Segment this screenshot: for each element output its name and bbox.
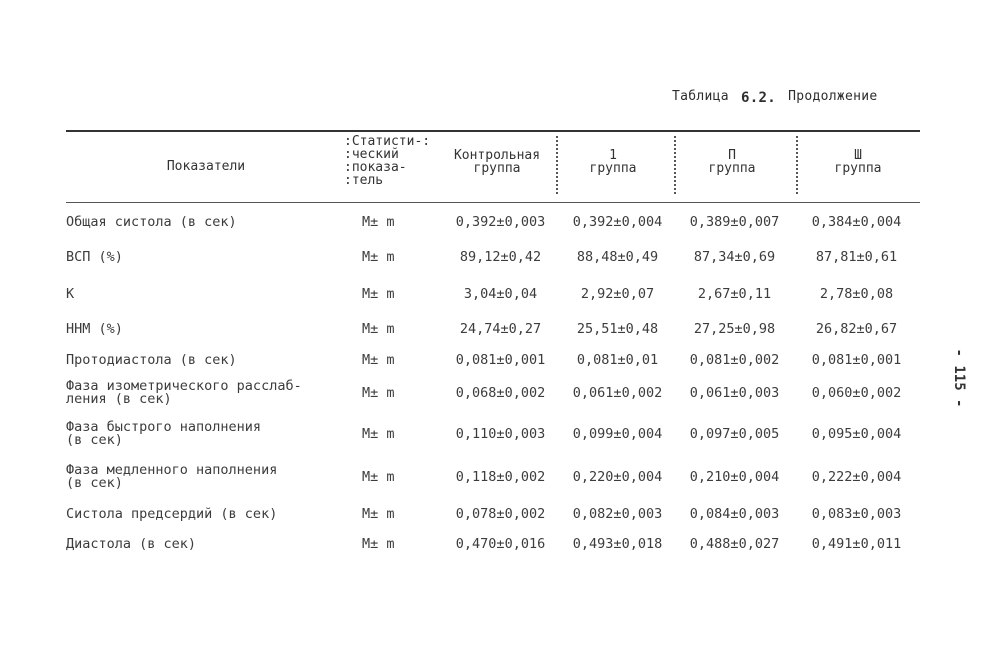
table-row bbox=[66, 530, 920, 558]
row-statistic: M± m bbox=[362, 352, 395, 368]
row-group2-value: 27,25±0,98 bbox=[693, 321, 776, 337]
page-number: - 115 - bbox=[951, 348, 967, 408]
row-statistic: M± m bbox=[362, 321, 395, 337]
row-group3-value: 0,384±0,004 bbox=[811, 214, 902, 230]
row-statistic: M± m bbox=[362, 385, 395, 401]
row-control-value: 0,110±0,003 bbox=[455, 426, 546, 442]
table-top-rule bbox=[66, 130, 920, 132]
row-group1-value: 0,061±0,002 bbox=[572, 385, 663, 401]
row-group3-value: 0,222±0,004 bbox=[811, 469, 902, 485]
row-statistic: M± m bbox=[362, 286, 395, 302]
row-indicator: Протодиастола (в сек) bbox=[66, 351, 237, 368]
row-control-value: 0,078±0,002 bbox=[455, 506, 546, 522]
row-group1-value: 0,392±0,004 bbox=[572, 214, 663, 230]
data-table bbox=[66, 206, 920, 558]
table-row bbox=[66, 412, 920, 456]
row-group1-value: 0,099±0,004 bbox=[572, 426, 663, 442]
row-control-value: 89,12±0,42 bbox=[459, 249, 542, 265]
row-control-value: 0,068±0,002 bbox=[455, 385, 546, 401]
header-control-group: Контрольная группа bbox=[453, 148, 541, 176]
row-statistic: M± m bbox=[362, 214, 395, 230]
header-indicator: Показатели bbox=[166, 159, 246, 174]
row-group3-value: 2,78±0,08 bbox=[819, 286, 894, 302]
row-indicator: Фаза изометрического расслаб- ления (в сек) bbox=[66, 378, 302, 407]
row-group3-value: 0,095±0,004 bbox=[811, 426, 902, 442]
row-group3-value: 0,491±0,011 bbox=[811, 536, 902, 552]
row-indicator: Диастола (в сек) bbox=[66, 535, 197, 552]
row-indicator: Общая систола (в сек) bbox=[66, 213, 237, 230]
table-row bbox=[66, 346, 920, 374]
row-indicator: ВСП (%) bbox=[66, 248, 123, 265]
row-group1-value: 0,082±0,003 bbox=[572, 506, 663, 522]
table-row bbox=[66, 498, 920, 530]
row-group1-value: 0,220±0,004 bbox=[572, 469, 663, 485]
row-control-value: 0,118±0,002 bbox=[455, 469, 546, 485]
header-group-3: Ш группа bbox=[834, 148, 882, 176]
row-indicator: Систола предсердий (в сек) bbox=[66, 505, 278, 522]
row-group3-value: 0,083±0,003 bbox=[811, 506, 902, 522]
row-group1-value: 88,48±0,49 bbox=[576, 249, 659, 265]
caption-prefix: Таблица bbox=[672, 89, 729, 104]
row-group3-value: 0,060±0,002 bbox=[811, 385, 902, 401]
row-group2-value: 87,34±0,69 bbox=[693, 249, 776, 265]
row-control-value: 0,081±0,001 bbox=[455, 352, 546, 368]
row-group3-value: 0,081±0,001 bbox=[811, 352, 902, 368]
row-statistic: M± m bbox=[362, 506, 395, 522]
header-group-1: 1 группа bbox=[589, 148, 637, 176]
row-group2-value: 2,67±0,11 bbox=[697, 286, 772, 302]
row-control-value: 24,74±0,27 bbox=[459, 321, 542, 337]
row-group3-value: 26,82±0,67 bbox=[815, 321, 898, 337]
row-statistic: M± m bbox=[362, 536, 395, 552]
row-group1-value: 2,92±0,07 bbox=[580, 286, 655, 302]
row-group1-value: 0,081±0,01 bbox=[576, 352, 659, 368]
row-indicator: ННМ (%) bbox=[66, 320, 123, 337]
row-indicator: Фаза быстрого наполнения (в сек) bbox=[66, 419, 262, 448]
row-statistic: M± m bbox=[362, 249, 395, 265]
row-group2-value: 0,061±0,003 bbox=[689, 385, 780, 401]
header-statistic: :Статисти-: :ческий :показа- :тель bbox=[344, 134, 431, 188]
row-statistic: M± m bbox=[362, 426, 395, 442]
row-group2-value: 0,389±0,007 bbox=[689, 214, 780, 230]
row-statistic: M± m bbox=[362, 469, 395, 485]
table-row bbox=[66, 206, 920, 238]
header-group-2: П группа bbox=[708, 148, 756, 176]
table-caption bbox=[672, 88, 878, 104]
table-row bbox=[66, 374, 920, 412]
row-group2-value: 0,084±0,003 bbox=[689, 506, 780, 522]
row-group1-value: 25,51±0,48 bbox=[576, 321, 659, 337]
caption-suffix: Продолжение bbox=[788, 89, 878, 104]
row-group2-value: 0,210±0,004 bbox=[689, 469, 780, 485]
row-group3-value: 87,81±0,61 bbox=[815, 249, 898, 265]
table-row bbox=[66, 312, 920, 346]
row-group2-value: 0,488±0,027 bbox=[689, 536, 780, 552]
table-row bbox=[66, 456, 920, 498]
row-control-value: 0,470±0,016 bbox=[455, 536, 546, 552]
row-control-value: 0,392±0,003 bbox=[455, 214, 546, 230]
caption-number: 6.2. bbox=[741, 90, 776, 106]
table-header-rule bbox=[66, 202, 920, 203]
table-row bbox=[66, 276, 920, 312]
row-indicator: Фаза медленного наполнения (в сек) bbox=[66, 462, 278, 491]
row-group2-value: 0,097±0,005 bbox=[689, 426, 780, 442]
table-row bbox=[66, 238, 920, 276]
row-indicator: К bbox=[66, 285, 75, 302]
row-group1-value: 0,493±0,018 bbox=[572, 536, 663, 552]
row-control-value: 3,04±0,04 bbox=[463, 286, 538, 302]
row-group2-value: 0,081±0,002 bbox=[689, 352, 780, 368]
